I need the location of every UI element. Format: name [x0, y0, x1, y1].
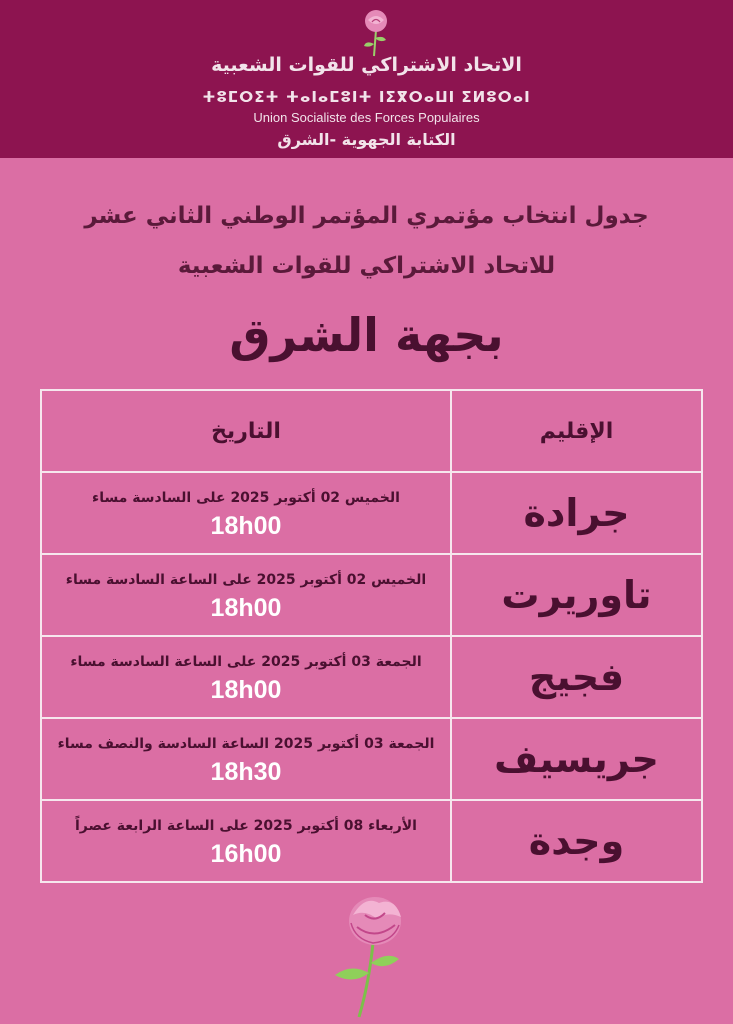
region-title: بجهة الشرق	[229, 308, 504, 362]
date-text: الجمعة 03 أكتوبر 2025 الساعة السادسة والنصف مساء	[57, 735, 435, 752]
date-text: الجمعة 03 أكتوبر 2025 على الساعة السادسة مساء	[70, 653, 422, 670]
date-text: الأربعاء 08 أكتوبر 2025 على الساعة الرابعة عصراً	[75, 817, 417, 834]
date-cell	[41, 636, 451, 718]
time-text: 18h00	[210, 511, 282, 540]
page-title-line-1: جدول انتخاب مؤتمري المؤتمر الوطني الثاني عشر	[84, 203, 649, 229]
election-schedule-table	[40, 389, 703, 883]
table-row	[41, 554, 702, 636]
table-row	[41, 800, 702, 882]
date-cell	[41, 718, 451, 800]
province-cell: وجدة	[451, 800, 702, 882]
time-text: 18h00	[210, 593, 282, 622]
table-row	[41, 472, 702, 554]
org-name-tifinagh: ⵜⵓⵎⵔⵉⵜ ⵜⴰⵏⴰⵎⵓⵏⵜ ⵏⵉⴳⵔⴰⵡⵏ ⵉⵍⵓⵔⴰⵏ	[202, 88, 531, 106]
province-cell: جريسيف	[451, 718, 702, 800]
table-header-row	[41, 390, 702, 472]
date-cell	[41, 800, 451, 882]
province-cell: تاوريرت	[451, 554, 702, 636]
rose-icon	[356, 8, 396, 58]
time-text: 18h00	[210, 675, 282, 704]
time-text: 16h00	[210, 839, 282, 868]
column-header-date: التاريخ	[41, 390, 451, 472]
regional-secretariat: الكتابة الجهوية -الشرق	[277, 130, 456, 149]
date-text: الخميس 02 أكتوبر 2025 على الساعة السادسة مساء	[65, 571, 427, 588]
province-cell: فجيج	[451, 636, 702, 718]
rose-icon	[325, 893, 415, 1019]
date-cell	[41, 472, 451, 554]
page-title-line-2: للاتحاد الاشتراكي للقوات الشعبية	[177, 253, 556, 279]
column-header-province: الإقليم	[451, 390, 702, 472]
province-cell: جرادة	[451, 472, 702, 554]
org-name-french: Union Socialiste des Forces Populaires	[253, 110, 480, 125]
date-cell	[41, 554, 451, 636]
table-row	[41, 718, 702, 800]
header-banner	[0, 0, 733, 158]
table-row	[41, 636, 702, 718]
date-text: الخميس 02 أكتوبر 2025 على السادسة مساء	[92, 489, 400, 506]
org-name-arabic: الاتحاد الاشتراكي للقوات الشعبية	[211, 54, 522, 76]
time-text: 18h30	[210, 757, 282, 786]
